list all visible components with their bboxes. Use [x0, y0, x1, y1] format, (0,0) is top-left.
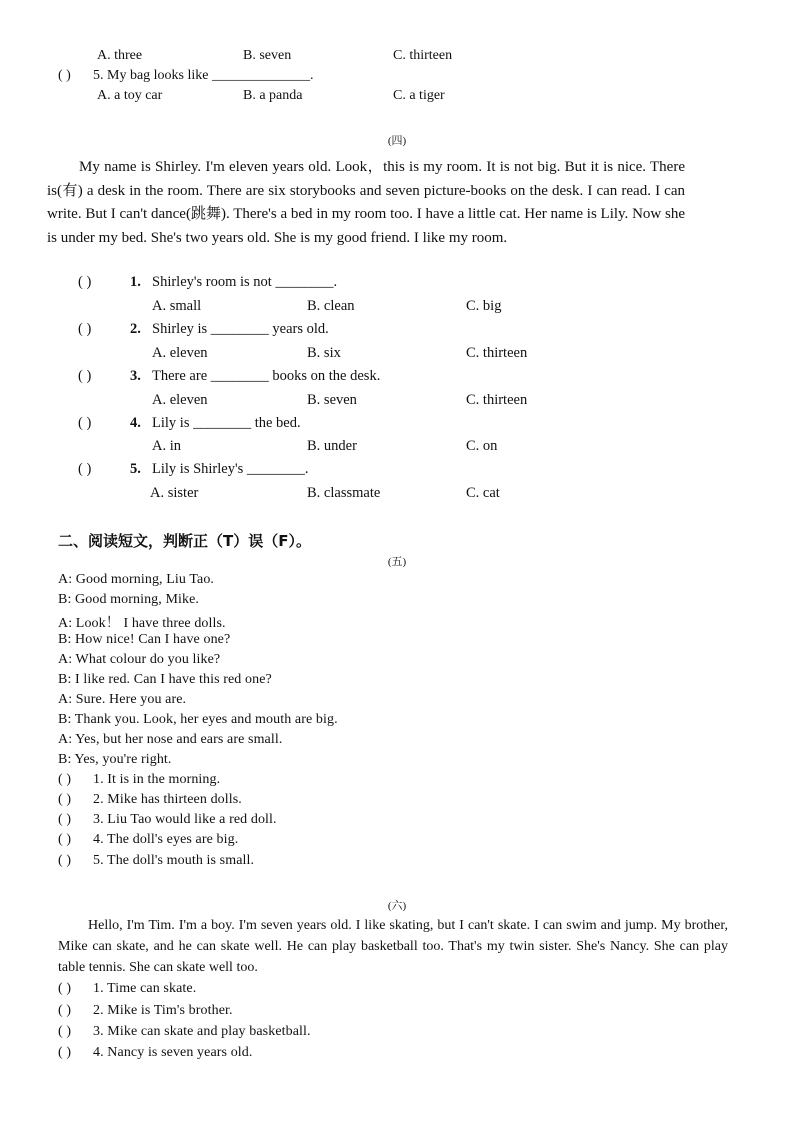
q5-option-c: C. a tiger [393, 88, 445, 103]
section-4-label: (四) [387, 135, 407, 147]
s4-q3-option-b: B. seven [307, 392, 357, 408]
s5-statement-1: 1. It is in the morning. [93, 772, 221, 787]
s5-statement-3: 3. Liu Tao would like a red doll. [93, 812, 277, 827]
dialogue-line: A: Sure. Here you are. [58, 692, 187, 707]
dialogue-line: B: I like red. Can I have this red one? [58, 672, 272, 687]
s4-q4-option-a: A. in [152, 438, 181, 454]
section-4-passage: My name is Shirley. I'm eleven years old. Look，this is my room. It is not big. But it is nice. There is(有) a desk in the room. There are six storybooks and seven picture-books on the desk. I can read. I can write. But I can't dance(跳舞). There's a bed in my room too. I have a little cat. Her name is Lily. Now she is under my bed. She's two years old. She is my good friend. I like my room. [47, 159, 685, 246]
dialogue-line: A: Look！ I have three dolls. [58, 616, 226, 631]
q4-option-b: B. seven [243, 48, 292, 63]
s5-statement-3-bracket[interactable]: ( ) [58, 812, 72, 827]
s4-q2-number: 2. [130, 321, 141, 337]
s6-statement-4: 4. Nancy is seven years old. [93, 1045, 253, 1060]
s6-statement-2-bracket[interactable]: ( ) [58, 1003, 72, 1018]
s5-statement-4-bracket[interactable]: ( ) [58, 832, 72, 847]
s5-statement-2-bracket[interactable]: ( ) [58, 792, 72, 807]
s6-statement-3: 3. Mike can skate and play basketball. [93, 1024, 311, 1039]
s4-q5-option-b: B. classmate [307, 485, 381, 501]
s5-statement-5: 5. The doll's mouth is small. [93, 853, 255, 868]
s4-q2-bracket[interactable]: ( ) [78, 321, 92, 337]
s4-q2-stem: Shirley is ________ years old. [152, 321, 329, 337]
s5-statement-1-bracket[interactable]: ( ) [58, 772, 72, 787]
dialogue-line: B: Good morning, Mike. [58, 592, 200, 607]
q5-option-b: B. a panda [243, 88, 303, 103]
s4-q5-stem: Lily is Shirley's ________. [152, 461, 309, 477]
s5-statement-2: 2. Mike has thirteen dolls. [93, 792, 242, 807]
s5-statement-4: 4. The doll's eyes are big. [93, 832, 239, 847]
dialogue-line: A: Yes, but her nose and ears are small. [58, 732, 283, 747]
q4-option-c: C. thirteen [393, 48, 453, 63]
s4-q5-option-a: A. sister [150, 485, 199, 501]
s4-q5-bracket[interactable]: ( ) [78, 461, 92, 477]
s4-q3-stem: There are ________ books on the desk. [152, 368, 381, 384]
q5-answer-bracket[interactable]: ( ) [58, 68, 71, 83]
s4-q2-option-c: C. thirteen [466, 345, 528, 361]
s4-q1-option-a: A. small [152, 298, 202, 314]
q5-stem: 5. My bag looks like ______________. [93, 68, 314, 83]
dialogue-line: A: What colour do you like? [58, 652, 221, 667]
s4-q5-option-c: C. cat [466, 485, 500, 501]
s6-statement-1-bracket[interactable]: ( ) [58, 981, 72, 996]
s5-statement-5-bracket[interactable]: ( ) [58, 853, 72, 868]
s4-q3-bracket[interactable]: ( ) [78, 368, 92, 384]
s6-statement-4-bracket[interactable]: ( ) [58, 1045, 72, 1060]
section-6-label: (六) [387, 900, 407, 912]
s6-statement-3-bracket[interactable]: ( ) [58, 1024, 72, 1039]
section-6-passage: Hello, I'm Tim. I'm a boy. I'm seven years old. I like skating, but I can't skate. I can swim and jump. My brother, Mike can skate, and he can skate well. He can play basketball too. That's my twin sister. She's Nancy. She can play table tennis. She can skate well too. [58, 918, 728, 975]
s4-q1-stem: Shirley's room is not ________. [152, 274, 338, 290]
s4-q5-number: 5. [130, 461, 141, 477]
s4-q3-option-a: A. eleven [152, 392, 208, 408]
s4-q2-option-b: B. six [307, 345, 341, 361]
s6-statement-2: 2. Mike is Tim's brother. [93, 1003, 233, 1018]
dialogue-line: B: Thank you. Look, her eyes and mouth are big. [58, 712, 338, 727]
s4-q2-option-a: A. eleven [152, 345, 208, 361]
part-2-heading: 二、阅读短文，判断正（T）误（F）。 [58, 532, 311, 550]
s6-statement-1: 1. Time can skate. [93, 981, 197, 996]
dialogue-line: B: How nice! Can I have one? [58, 632, 231, 647]
s4-q1-bracket[interactable]: ( ) [78, 274, 92, 290]
s4-q3-number: 3. [130, 368, 141, 384]
dialogue-line: B: Yes, you're right. [58, 752, 172, 767]
s4-q4-number: 4. [130, 415, 141, 431]
s4-q4-stem: Lily is ________ the bed. [152, 415, 301, 431]
section-5-label: (五) [387, 556, 407, 568]
s4-q4-option-c: C. on [466, 438, 498, 454]
q5-option-a: A. a toy car [97, 88, 163, 103]
s4-q1-option-b: B. clean [307, 298, 355, 314]
s4-q1-option-c: C. big [466, 298, 502, 314]
s4-q4-option-b: B. under [307, 438, 357, 454]
q4-option-a: A. three [97, 48, 143, 63]
s4-q4-bracket[interactable]: ( ) [78, 415, 92, 431]
s4-q1-number: 1. [130, 274, 141, 290]
dialogue-line: A: Good morning, Liu Tao. [58, 572, 215, 587]
s4-q3-option-c: C. thirteen [466, 392, 528, 408]
